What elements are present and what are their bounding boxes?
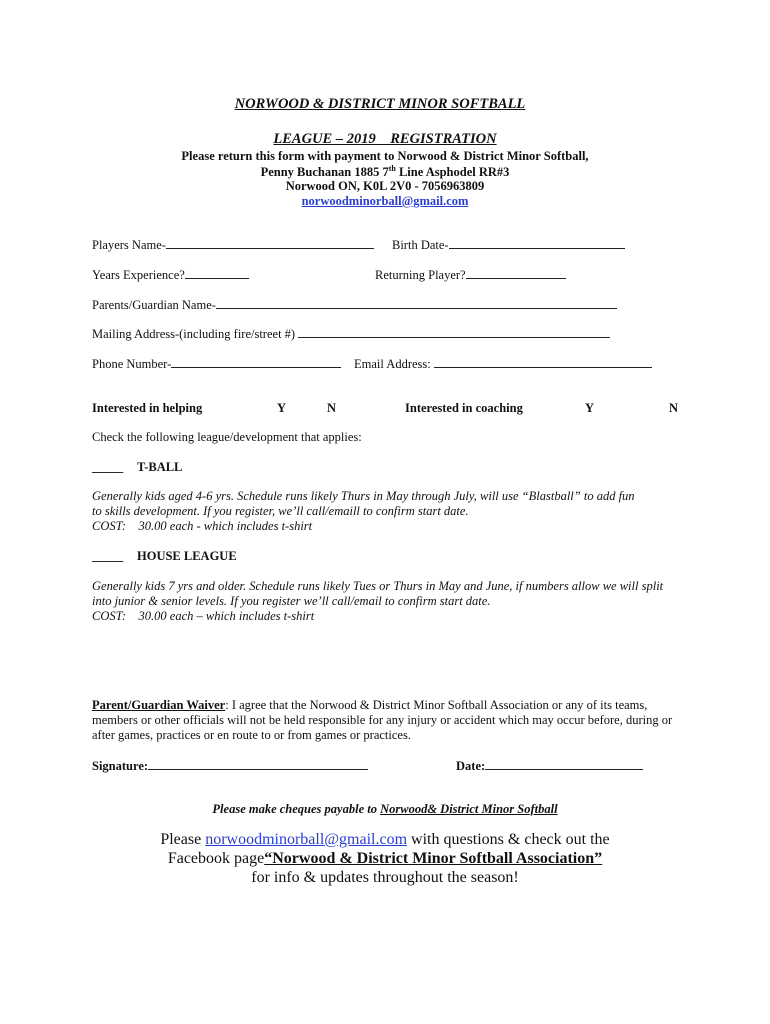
facebook-line: Facebook page“Norwood & District Minor Softball Association” [167,850,603,867]
return-instructions: Please return this form with payment to Norwood & District Minor Softball, [181,149,589,163]
tball-checkbox-line[interactable]: _____ [92,460,124,474]
returning-player-field[interactable] [375,267,566,283]
facebook-page-name[interactable]: “Norwood & District Minor Softball Association” [264,850,603,867]
tball-cost: COST: 30.00 each - which includes t-shirt [92,519,313,533]
players-name-label: Players Name- [92,238,166,252]
tball-description-2: to skills development. If you register, we’ll call/emaill to confirm start date. [92,504,469,518]
coaching-yes-option[interactable]: Y [585,401,595,415]
years-experience-field[interactable] [92,267,249,283]
date-label: Date: [456,759,486,773]
birth-date-label: Birth Date- [392,238,449,252]
tball-title: T-BALL [137,460,183,474]
returning-player-label: Returning Player? [375,268,466,282]
date-field[interactable] [456,758,643,774]
birth-date-field[interactable] [392,237,625,253]
players-name-field[interactable] [92,237,374,253]
waiver-label: Parent/Guardian Waiver [92,698,226,712]
org-title: NORWOOD & DISTRICT MINOR SOFTBALL [234,96,526,112]
helping-label: Interested in helping [92,401,203,415]
parents-name-label: Parents/Guardian Name- [92,298,216,312]
updates-line: for info & updates throughout the season! [251,869,519,886]
helping-yes-option[interactable]: Y [277,401,287,415]
house-league-description-1: Generally kids 7 yrs and older. Schedule runs likely Tues or Thurs in May and June, if numbers allow we will split [92,579,664,593]
parents-name-field[interactable] [92,297,617,313]
coaching-no-option[interactable]: N [669,401,679,415]
email-address-field[interactable] [354,356,652,372]
league-title: LEAGUE – 2019 REGISTRATION [273,131,497,147]
footer-email-link[interactable]: norwoodminorball@gmail.com [205,831,408,848]
footer-email-line: Please norwoodminorball@gmail.com with questions & check out the [160,831,610,848]
phone-number-field[interactable] [92,356,341,372]
waiver-paragraph [92,698,688,743]
mailing-address-field[interactable] [92,326,610,342]
header-email-link[interactable]: norwoodminorball@gmail.com [301,194,469,208]
house-league-description-2: into junior & senior levels. If you register we’ll call/email to confirm start date. [92,594,491,608]
helping-no-option[interactable]: N [327,401,337,415]
waiver-text: : I agree that the Norwood & District Minor Softball Association or any of its teams, members or other officials will not be held responsible for any injury or accident which may occur before, during or after games, practices or en route to or from games or practices. [92,698,673,742]
coaching-label: Interested in coaching [405,401,523,415]
house-league-title: HOUSE LEAGUE [137,549,237,563]
house-league-checkbox-line[interactable]: _____ [92,549,124,563]
city-phone-line: Norwood ON, K0L 2V0 - 7056963809 [285,179,485,193]
league-instruction: Check the following league/development that applies: [92,430,362,444]
phone-number-label: Phone Number- [92,357,172,371]
years-experience-label: Years Experience? [92,268,185,282]
signature-label: Signature: [92,759,149,773]
signature-field[interactable] [92,758,368,774]
cheques-note: Please make cheques payable to Norwood& District Minor Softball [212,802,558,816]
tball-description-1: Generally kids aged 4-6 yrs. Schedule runs likely Thurs in May through July, will use “Blastball” to add fun [92,489,635,503]
house-league-cost: COST: 30.00 each – which includes t-shirt [92,609,315,623]
email-address-label: Email Address: [354,357,431,371]
mailing-address-label: Mailing Address-(including fire/street #) [92,327,296,341]
mailing-address-line: Penny Buchanan 1885 7th Line Asphodel RR#3 [260,164,510,180]
